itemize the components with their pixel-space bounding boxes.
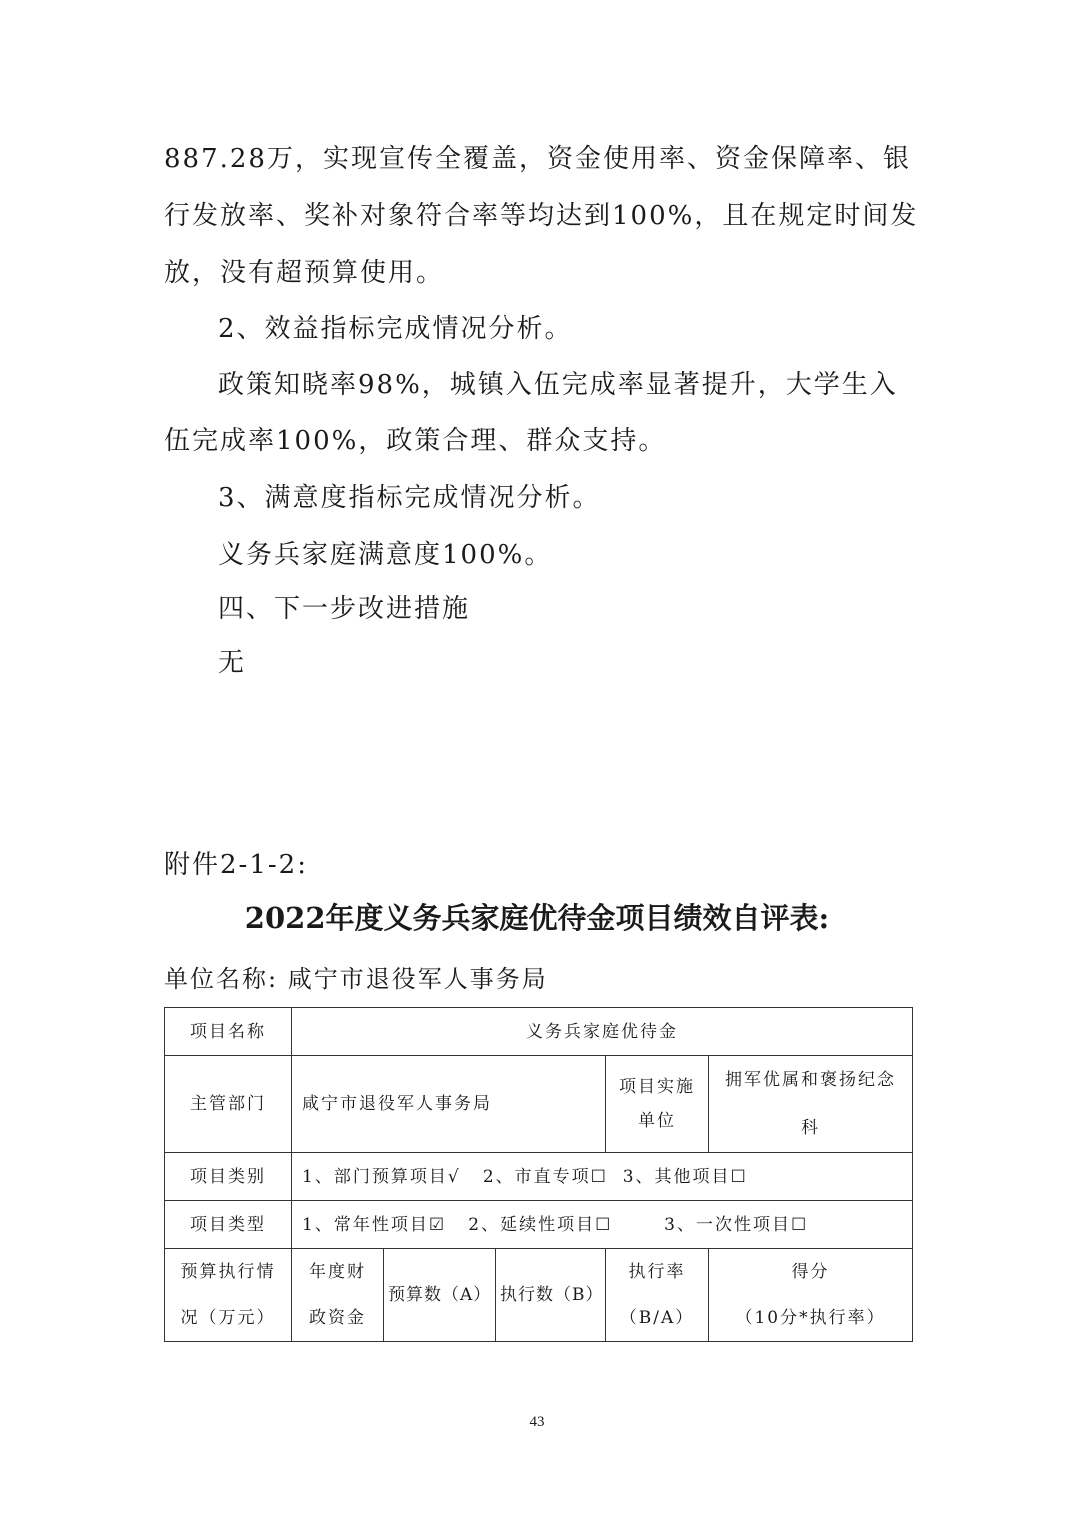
paragraph-line: 放，没有超预算使用。 (164, 258, 445, 288)
table-row (165, 1153, 913, 1201)
page-number: 43 (529, 1414, 545, 1430)
annual-funds-line: 年度财 (309, 1262, 366, 1282)
unit-name-line: 单位名称: 咸宁市退役军人事务局 (164, 965, 548, 993)
execution-rate-header (606, 1249, 709, 1342)
paragraph-line: 行发放率、奖补对象符合率等均达到100%，且在规定时间发 (164, 201, 919, 231)
exec-b-header: 执行数（B） (496, 1249, 606, 1342)
section-heading: 3、满意度指标完成情况分析。 (218, 483, 601, 513)
type-value: 1、常年性项目☑ 2、延续性项目☐ 3、一次性项目☐ (292, 1201, 913, 1249)
paragraph-line: 无 (218, 648, 247, 678)
dept-label: 主管部门 (165, 1056, 292, 1153)
category-label: 项目类别 (165, 1153, 292, 1201)
impl-unit-value (709, 1056, 913, 1153)
budget-label-line: 预算执行情 (180, 1262, 276, 1282)
table-row (165, 1249, 913, 1342)
section-heading: 四、下一步改进措施 (218, 594, 471, 624)
impl-unit-label: 项目实施单位 (606, 1056, 709, 1153)
table-title: 2022年度义务兵家庭优待金项目绩效自评表: (244, 901, 830, 935)
paragraph-line: 义务兵家庭满意度100%。 (218, 540, 553, 570)
section-heading: 2、效益指标完成情况分析。 (218, 314, 573, 344)
score-header (709, 1249, 913, 1342)
score-line: 得分 (791, 1262, 830, 1282)
annual-funds-label (292, 1249, 384, 1342)
score-line: （10分*执行率） (735, 1308, 886, 1328)
attachment-label: 附件2-1-2: (164, 850, 308, 880)
table-row (165, 1008, 913, 1056)
rate-line: （B/A） (619, 1308, 695, 1328)
rate-line: 执行率 (628, 1262, 686, 1282)
paragraph-line: 887.28万，实现宣传全覆盖，资金使用率、资金保障率、银 (164, 144, 911, 174)
budget-execution-label (165, 1249, 292, 1342)
type-label: 项目类型 (165, 1201, 292, 1249)
dept-value: 咸宁市退役军人事务局 (292, 1056, 606, 1153)
budget-label-line: 况（万元） (180, 1308, 276, 1328)
table-row (165, 1201, 913, 1249)
impl-unit-value-line: 科 (801, 1118, 821, 1138)
category-value: 1、部门预算项目√ 2、市直专项☐ 3、其他项目☐ (292, 1153, 913, 1201)
performance-table (164, 1007, 913, 1342)
project-name-value: 义务兵家庭优待金 (292, 1008, 913, 1056)
paragraph-line: 政策知晓率98%，城镇入伍完成率显著提升，大学生入 (218, 370, 898, 400)
project-name-label: 项目名称 (165, 1008, 292, 1056)
table-row (165, 1056, 913, 1153)
impl-unit-value-line: 拥军优属和褒扬纪念 (725, 1070, 897, 1090)
paragraph-line: 伍完成率100%，政策合理、群众支持。 (164, 426, 667, 456)
budget-a-header: 预算数（A） (384, 1249, 496, 1342)
annual-funds-line: 政资金 (309, 1308, 366, 1328)
